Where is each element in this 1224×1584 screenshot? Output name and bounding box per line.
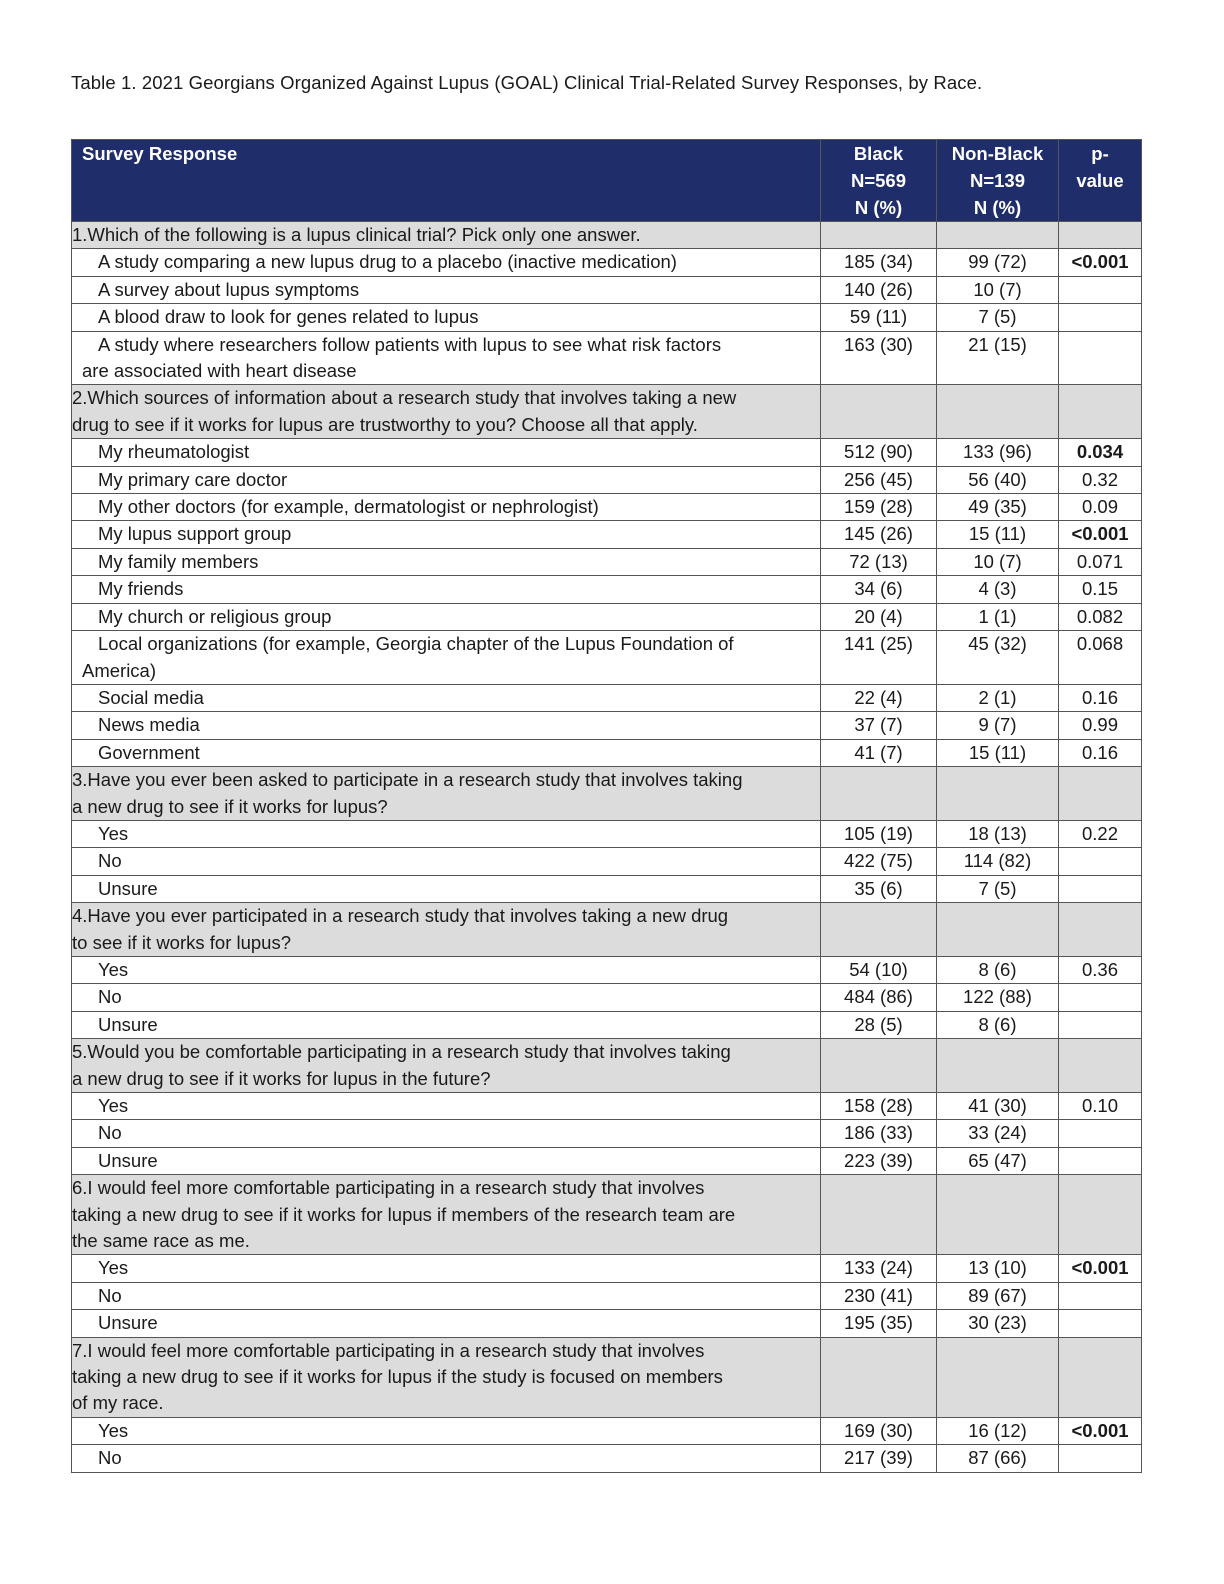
non-black-value: 16 (12) [937, 1417, 1059, 1444]
p-value [1059, 385, 1142, 439]
p-value: 0.09 [1059, 494, 1142, 521]
p-value: 0.10 [1059, 1093, 1142, 1120]
p-value: <0.001 [1059, 1417, 1142, 1444]
non-black-value: 7 (5) [937, 304, 1059, 331]
answer-row [72, 1011, 1142, 1038]
black-value: 22 (4) [821, 684, 937, 711]
answer-row [72, 1120, 1142, 1147]
question-row [72, 903, 1142, 957]
label-line: Local organizations (for example, Georgia chapter of the Lupus Foundation of [98, 633, 734, 655]
non-black-value: 114 (82) [937, 848, 1059, 875]
question-row [72, 767, 1142, 821]
answer-row [72, 875, 1142, 902]
non-black-value: 45 (32) [937, 631, 1059, 685]
answer-label: No [72, 1120, 821, 1147]
question-row [72, 222, 1142, 249]
black-value: 28 (5) [821, 1011, 937, 1038]
label-line: America) [82, 659, 157, 681]
header-p-value [1059, 140, 1142, 222]
survey-table [71, 139, 1142, 1473]
black-value: 41 (7) [821, 739, 937, 766]
p-value: 0.22 [1059, 820, 1142, 847]
black-value: 422 (75) [821, 848, 937, 875]
answer-row [72, 1093, 1142, 1120]
header-non-black-line: N=139 [969, 170, 1026, 191]
label-line: 2.Which sources of information about a research study that involves taking a new [72, 387, 737, 409]
non-black-value: 2 (1) [937, 684, 1059, 711]
label-line: to see if it works for lupus? [72, 931, 292, 953]
answer-label: My other doctors (for example, dermatologist or nephrologist) [72, 494, 821, 521]
non-black-value: 18 (13) [937, 820, 1059, 847]
label-line: 6.I would feel more comfortable participating in a research study that involves [72, 1177, 705, 1199]
black-value: 54 (10) [821, 956, 937, 983]
answer-row [72, 249, 1142, 276]
answer-row [72, 304, 1142, 331]
non-black-value: 8 (6) [937, 956, 1059, 983]
black-value: 186 (33) [821, 1120, 937, 1147]
p-value: 0.068 [1059, 631, 1142, 685]
answer-row [72, 1417, 1142, 1444]
black-value [821, 1039, 937, 1093]
p-value: 0.071 [1059, 548, 1142, 575]
answer-row [72, 603, 1142, 630]
label-line: taking a new drug to see if it works for lupus if the study is focused on members [72, 1366, 723, 1388]
answer-label: No [72, 984, 821, 1011]
header-non-black-line: Non-Black [951, 143, 1044, 164]
black-value: 217 (39) [821, 1445, 937, 1472]
answer-label: Unsure [72, 1310, 821, 1337]
black-value: 159 (28) [821, 494, 937, 521]
non-black-value: 49 (35) [937, 494, 1059, 521]
p-value [1059, 875, 1142, 902]
p-value: <0.001 [1059, 249, 1142, 276]
black-value: 256 (45) [821, 466, 937, 493]
p-value [1059, 1011, 1142, 1038]
non-black-value [937, 903, 1059, 957]
table-header [72, 140, 1142, 222]
answer-row [72, 712, 1142, 739]
black-value: 133 (24) [821, 1255, 937, 1282]
header-non-black [937, 140, 1059, 222]
answer-label: No [72, 1445, 821, 1472]
black-value: 140 (26) [821, 276, 937, 303]
answer-label: My rheumatologist [72, 439, 821, 466]
p-value [1059, 304, 1142, 331]
p-value [1059, 1310, 1142, 1337]
non-black-value: 87 (66) [937, 1445, 1059, 1472]
non-black-value: 4 (3) [937, 576, 1059, 603]
black-value: 163 (30) [821, 331, 937, 385]
non-black-value [937, 767, 1059, 821]
answer-row [72, 631, 1142, 685]
answer-label: My church or religious group [72, 603, 821, 630]
non-black-value [937, 1175, 1059, 1255]
p-value [1059, 848, 1142, 875]
non-black-value: 30 (23) [937, 1310, 1059, 1337]
p-value [1059, 1120, 1142, 1147]
answer-row [72, 521, 1142, 548]
answer-row [72, 956, 1142, 983]
black-value: 105 (19) [821, 820, 937, 847]
black-value: 34 (6) [821, 576, 937, 603]
answer-row [72, 1282, 1142, 1309]
non-black-value: 33 (24) [937, 1120, 1059, 1147]
label-line: 4.Have you ever participated in a research study that involves taking a new drug [72, 905, 729, 927]
answer-label: Yes [72, 956, 821, 983]
answer-row [72, 820, 1142, 847]
answer-row [72, 276, 1142, 303]
p-value: 0.32 [1059, 466, 1142, 493]
non-black-value: 10 (7) [937, 548, 1059, 575]
answer-row [72, 984, 1142, 1011]
black-value [821, 1175, 937, 1255]
non-black-value: 15 (11) [937, 739, 1059, 766]
answer-label: Unsure [72, 1147, 821, 1174]
non-black-value: 65 (47) [937, 1147, 1059, 1174]
black-value: 169 (30) [821, 1417, 937, 1444]
black-value [821, 767, 937, 821]
table-body [72, 222, 1142, 1473]
question-label [72, 903, 821, 957]
answer-row [72, 331, 1142, 385]
black-value: 230 (41) [821, 1282, 937, 1309]
p-value [1059, 1039, 1142, 1093]
non-black-value: 10 (7) [937, 276, 1059, 303]
p-value: 0.16 [1059, 684, 1142, 711]
label-line: the same race as me. [72, 1230, 250, 1252]
answer-row [72, 684, 1142, 711]
answer-label: My primary care doctor [72, 466, 821, 493]
non-black-value [937, 1337, 1059, 1417]
answer-row [72, 1255, 1142, 1282]
black-value: 484 (86) [821, 984, 937, 1011]
answer-label: My friends [72, 576, 821, 603]
p-value: 0.082 [1059, 603, 1142, 630]
black-value: 37 (7) [821, 712, 937, 739]
black-value: 141 (25) [821, 631, 937, 685]
question-row [72, 1337, 1142, 1417]
answer-label: Social media [72, 684, 821, 711]
non-black-value: 1 (1) [937, 603, 1059, 630]
answer-label: Yes [72, 1255, 821, 1282]
non-black-value [937, 222, 1059, 249]
p-value [1059, 767, 1142, 821]
header-p-value-line: p- [1091, 143, 1109, 164]
answer-label [72, 331, 821, 385]
p-value: 0.36 [1059, 956, 1142, 983]
answer-label: Unsure [72, 875, 821, 902]
header-black-line: N=569 [850, 170, 907, 191]
answer-row [72, 576, 1142, 603]
p-value: 0.16 [1059, 739, 1142, 766]
answer-row [72, 1310, 1142, 1337]
label-line: 5.Would you be comfortable participating in a research study that involves taking [72, 1041, 731, 1063]
answer-row [72, 466, 1142, 493]
answer-label: Yes [72, 820, 821, 847]
p-value [1059, 276, 1142, 303]
header-black [821, 140, 937, 222]
question-row [72, 1039, 1142, 1093]
black-value [821, 222, 937, 249]
p-value: 0.15 [1059, 576, 1142, 603]
non-black-value: 15 (11) [937, 521, 1059, 548]
non-black-value: 7 (5) [937, 875, 1059, 902]
black-value: 185 (34) [821, 249, 937, 276]
non-black-value [937, 1039, 1059, 1093]
question-row [72, 1175, 1142, 1255]
black-value [821, 385, 937, 439]
non-black-value: 8 (6) [937, 1011, 1059, 1038]
p-value [1059, 903, 1142, 957]
non-black-value: 89 (67) [937, 1282, 1059, 1309]
question-label [72, 1039, 821, 1093]
header-p-value-line: value [1076, 170, 1124, 191]
question-row [72, 385, 1142, 439]
non-black-value [937, 385, 1059, 439]
answer-label: Yes [72, 1093, 821, 1120]
black-value: 223 (39) [821, 1147, 937, 1174]
label-line: A study where researchers follow patients with lupus to see what risk factors [98, 333, 722, 355]
label-line: taking a new drug to see if it works for lupus if members of the research team are [72, 1203, 736, 1225]
p-value: 0.99 [1059, 712, 1142, 739]
label-line: a new drug to see if it works for lupus in the future? [72, 1067, 491, 1089]
answer-label [72, 631, 821, 685]
label-line: 3.Have you ever been asked to participate in a research study that involves taking [72, 769, 743, 791]
black-value [821, 1337, 937, 1417]
p-value: 0.034 [1059, 439, 1142, 466]
answer-label: A study comparing a new lupus drug to a placebo (inactive medication) [72, 249, 821, 276]
p-value [1059, 1147, 1142, 1174]
header-black-line: N (%) [854, 197, 903, 218]
non-black-value: 41 (30) [937, 1093, 1059, 1120]
black-value: 512 (90) [821, 439, 937, 466]
non-black-value: 21 (15) [937, 331, 1059, 385]
black-value: 20 (4) [821, 603, 937, 630]
answer-label: My lupus support group [72, 521, 821, 548]
answer-label: My family members [72, 548, 821, 575]
answer-row [72, 494, 1142, 521]
p-value [1059, 222, 1142, 249]
answer-row [72, 1445, 1142, 1472]
label-line: a new drug to see if it works for lupus? [72, 795, 388, 817]
non-black-value: 56 (40) [937, 466, 1059, 493]
black-value: 59 (11) [821, 304, 937, 331]
question-label [72, 385, 821, 439]
p-value: <0.001 [1059, 521, 1142, 548]
answer-label: No [72, 1282, 821, 1309]
p-value [1059, 1445, 1142, 1472]
label-line: are associated with heart disease [82, 360, 357, 382]
answer-label: News media [72, 712, 821, 739]
label-line: drug to see if it works for lupus are trustworthy to you? Choose all that apply. [72, 413, 698, 435]
non-black-value: 9 (7) [937, 712, 1059, 739]
answer-label: Yes [72, 1417, 821, 1444]
question-label [72, 1175, 821, 1255]
answer-row [72, 548, 1142, 575]
answer-label: Unsure [72, 1011, 821, 1038]
answer-label: No [72, 848, 821, 875]
question-label: 1.Which of the following is a lupus clinical trial? Pick only one answer. [72, 222, 821, 249]
black-value: 195 (35) [821, 1310, 937, 1337]
answer-label: Government [72, 739, 821, 766]
black-value: 72 (13) [821, 548, 937, 575]
p-value [1059, 1175, 1142, 1255]
header-black-line: Black [853, 143, 904, 164]
black-value: 35 (6) [821, 875, 937, 902]
answer-row [72, 1147, 1142, 1174]
non-black-value: 13 (10) [937, 1255, 1059, 1282]
non-black-value: 133 (96) [937, 439, 1059, 466]
header-non-black-line: N (%) [973, 197, 1022, 218]
p-value [1059, 1282, 1142, 1309]
black-value: 158 (28) [821, 1093, 937, 1120]
question-label [72, 1337, 821, 1417]
answer-label: A blood draw to look for genes related to lupus [72, 304, 821, 331]
p-value [1059, 331, 1142, 385]
question-label [72, 767, 821, 821]
label-line: of my race. [72, 1392, 164, 1414]
non-black-value: 122 (88) [937, 984, 1059, 1011]
table-caption: Table 1. 2021 Georgians Organized Against Lupus (GOAL) Clinical Trial-Related Survey Responses, by Race. [71, 72, 983, 93]
non-black-value: 99 (72) [937, 249, 1059, 276]
header-survey-response: Survey Response [72, 140, 821, 222]
answer-row [72, 848, 1142, 875]
p-value [1059, 984, 1142, 1011]
answer-label: A survey about lupus symptoms [72, 276, 821, 303]
answer-row [72, 439, 1142, 466]
black-value [821, 903, 937, 957]
answer-row [72, 739, 1142, 766]
p-value: <0.001 [1059, 1255, 1142, 1282]
p-value [1059, 1337, 1142, 1417]
black-value: 145 (26) [821, 521, 937, 548]
label-line: 7.I would feel more comfortable participating in a research study that involves [72, 1339, 705, 1361]
